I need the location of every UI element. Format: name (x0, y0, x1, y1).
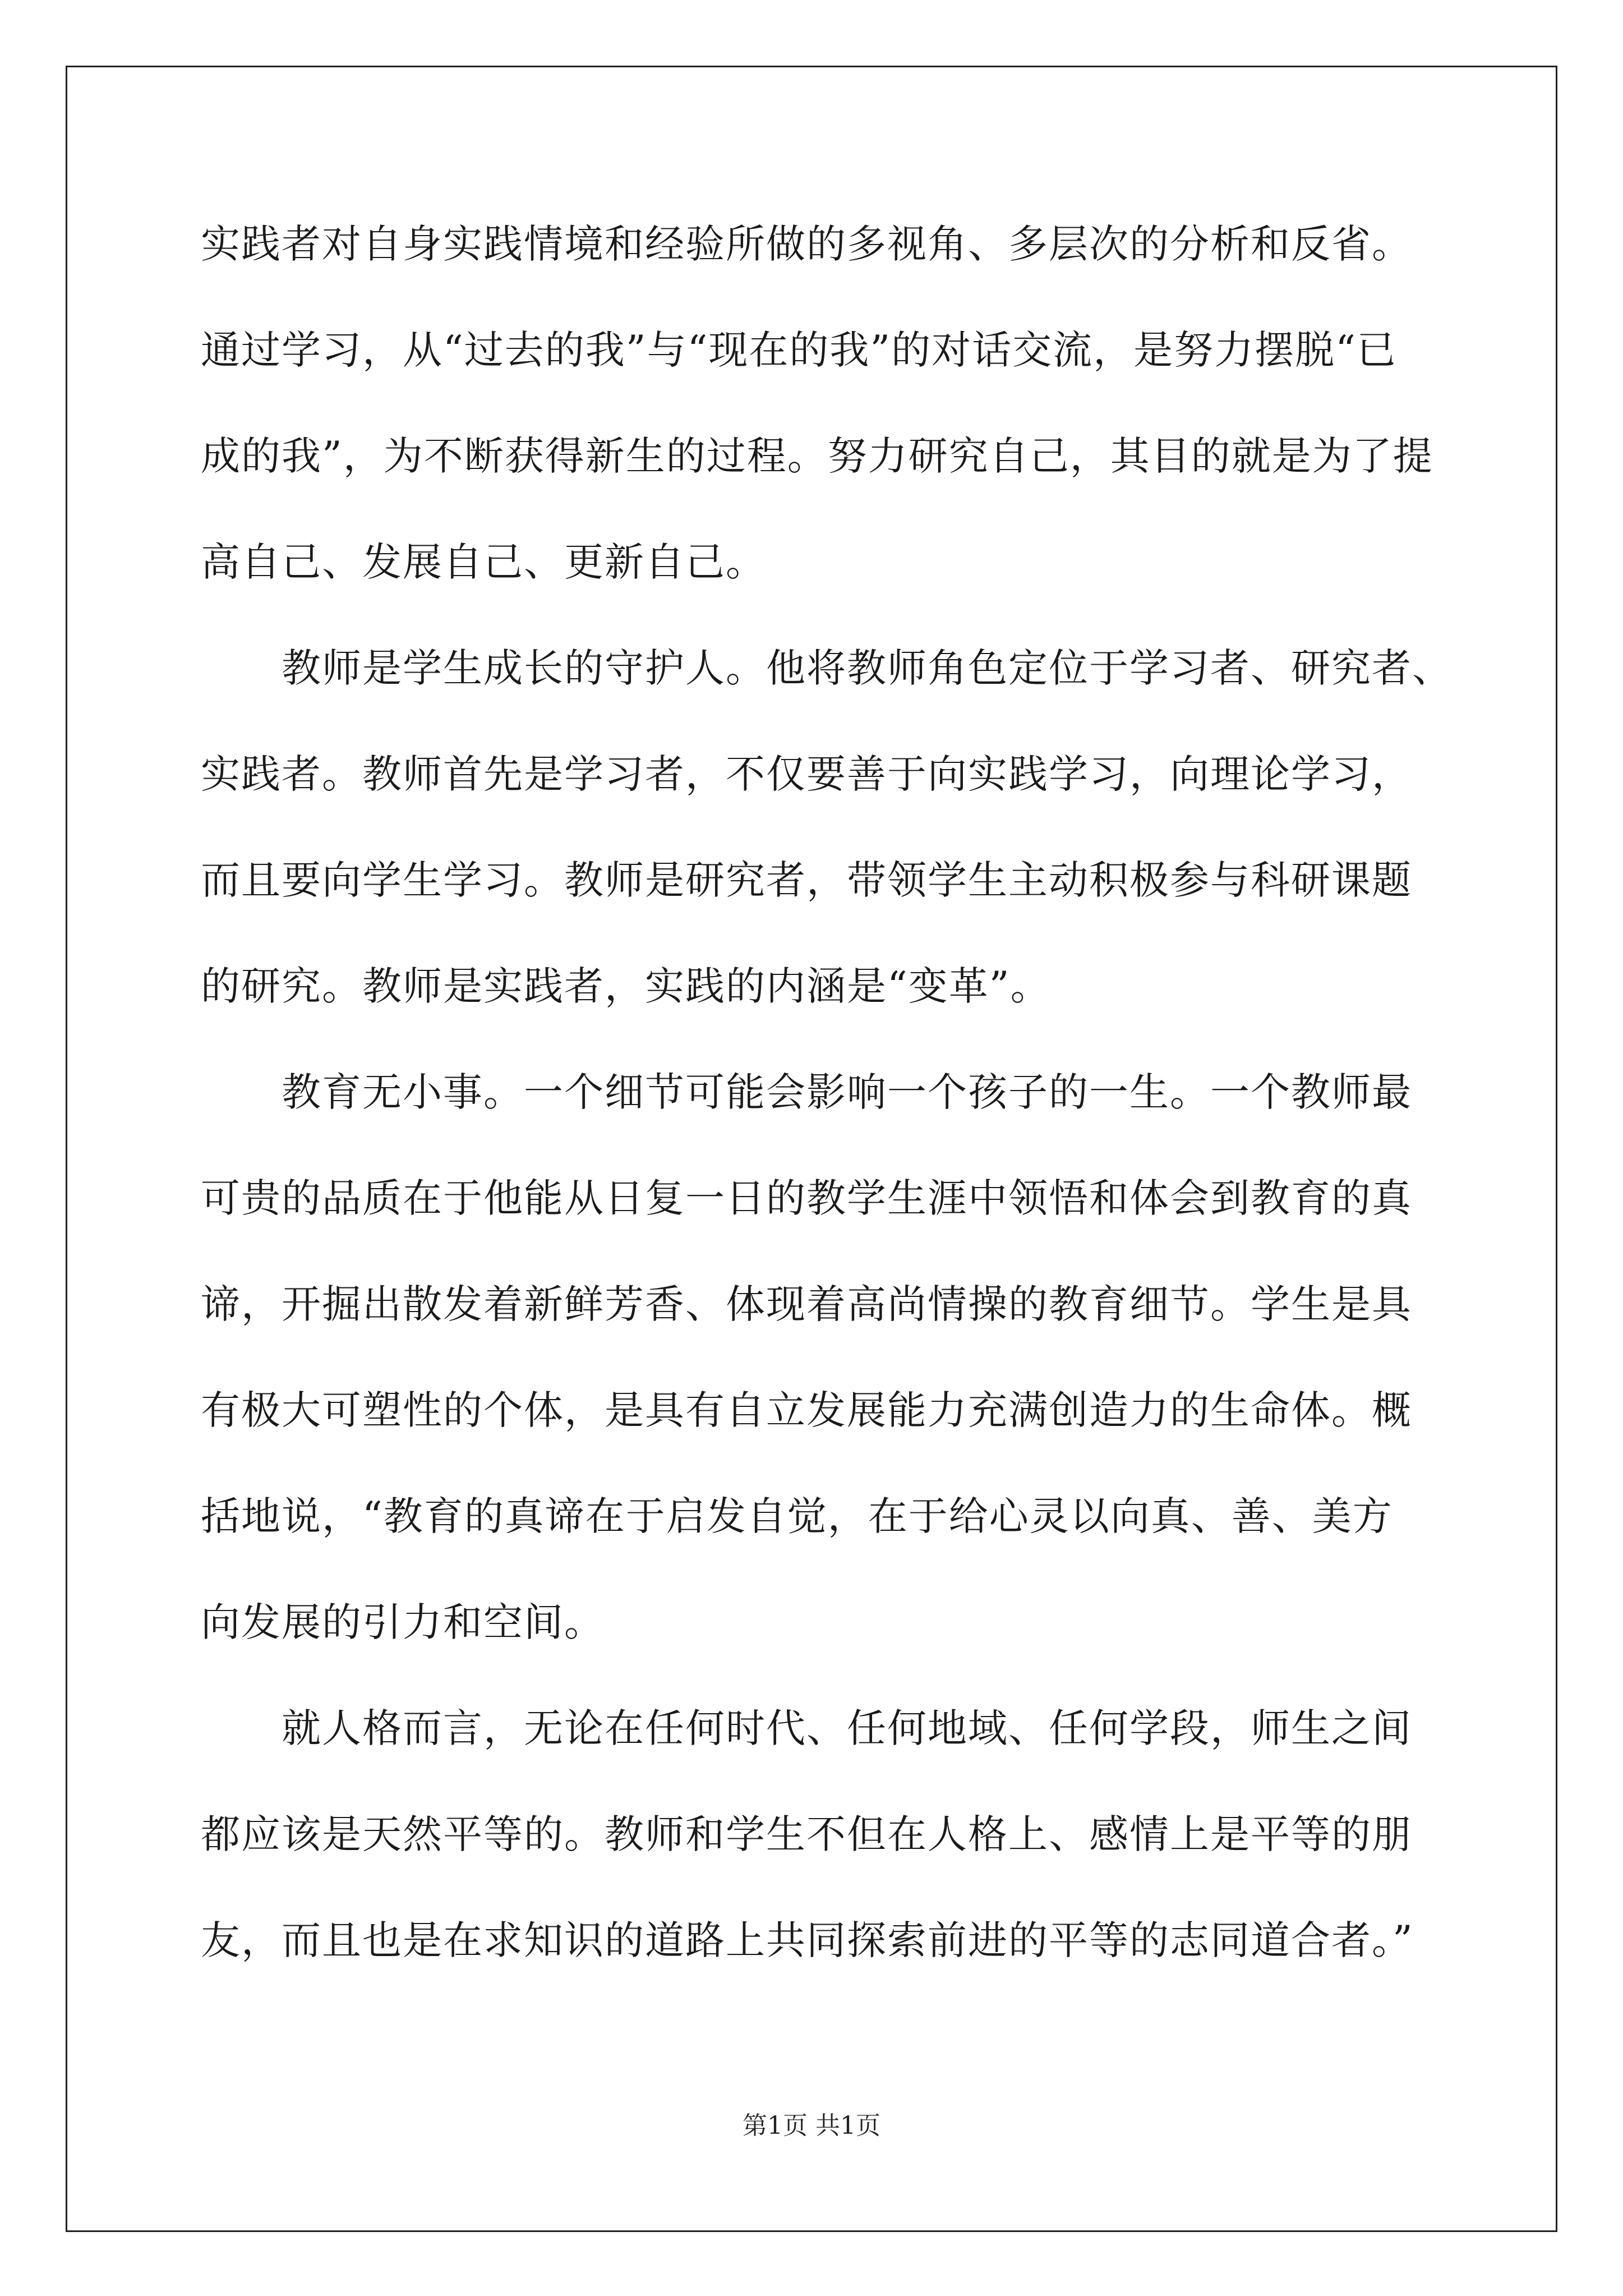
text-line: 高自己、发展自己、更新自己。 (201, 539, 766, 585)
text-line: 实践者对自身实践情境和经验所做的多视角、多层次的分析和反省。 (201, 221, 1412, 267)
text-line: 谛，开掘出散发着新鲜芳香、体现着高尚情操的教育细节。学生是具 (201, 1281, 1412, 1327)
text-line: 向发展的引力和空间。 (201, 1599, 605, 1645)
text-line: 实践者。教师首先是学习者，不仅要善于向实践学习，向理论学习， (201, 751, 1412, 797)
paragraph-first-line: 教育无小事。一个细节可能会影响一个孩子的一生。一个教师最 (282, 1069, 1412, 1115)
text-line: 括地说，“教育的真谛在于启发自觉，在于给心灵以向真、善、美方 (201, 1493, 1393, 1539)
page-footer: 第1页 共1页 (743, 2111, 880, 2140)
text-line: 可贵的品质在于他能从日复一日的教学生涯中领悟和体会到教育的真 (201, 1175, 1412, 1221)
document-body (201, 210, 1453, 2013)
text-line: 友，而且也是在求知识的道路上共同探索前进的平等的志同道合者。” (201, 1917, 1414, 1963)
paragraph-first-line: 就人格而言，无论在任何时代、任何地域、任何学段，师生之间 (282, 1705, 1412, 1751)
text-line: 通过学习，从“过去的我”与“现在的我”的对话交流，是努力摆脱“已 (201, 327, 1397, 373)
text-line: 的研究。教师是实践者，实践的内涵是“变革”。 (201, 963, 1051, 1009)
paragraph-first-line: 教师是学生成长的守护人。他将教师角色定位于学习者、研究者、 (282, 645, 1453, 691)
text-line: 有极大可塑性的个体，是具有自立发展能力充满创造力的生命体。概 (201, 1387, 1412, 1433)
text-line: 而且要向学生学习。教师是研究者，带领学生主动积极参与科研课题 (201, 857, 1412, 903)
text-line: 都应该是天然平等的。教师和学生不但在人格上、感情上是平等的朋 (201, 1811, 1412, 1857)
text-line: 成的我”，为不断获得新生的过程。努力研究自己，其目的就是为了提 (201, 433, 1433, 479)
